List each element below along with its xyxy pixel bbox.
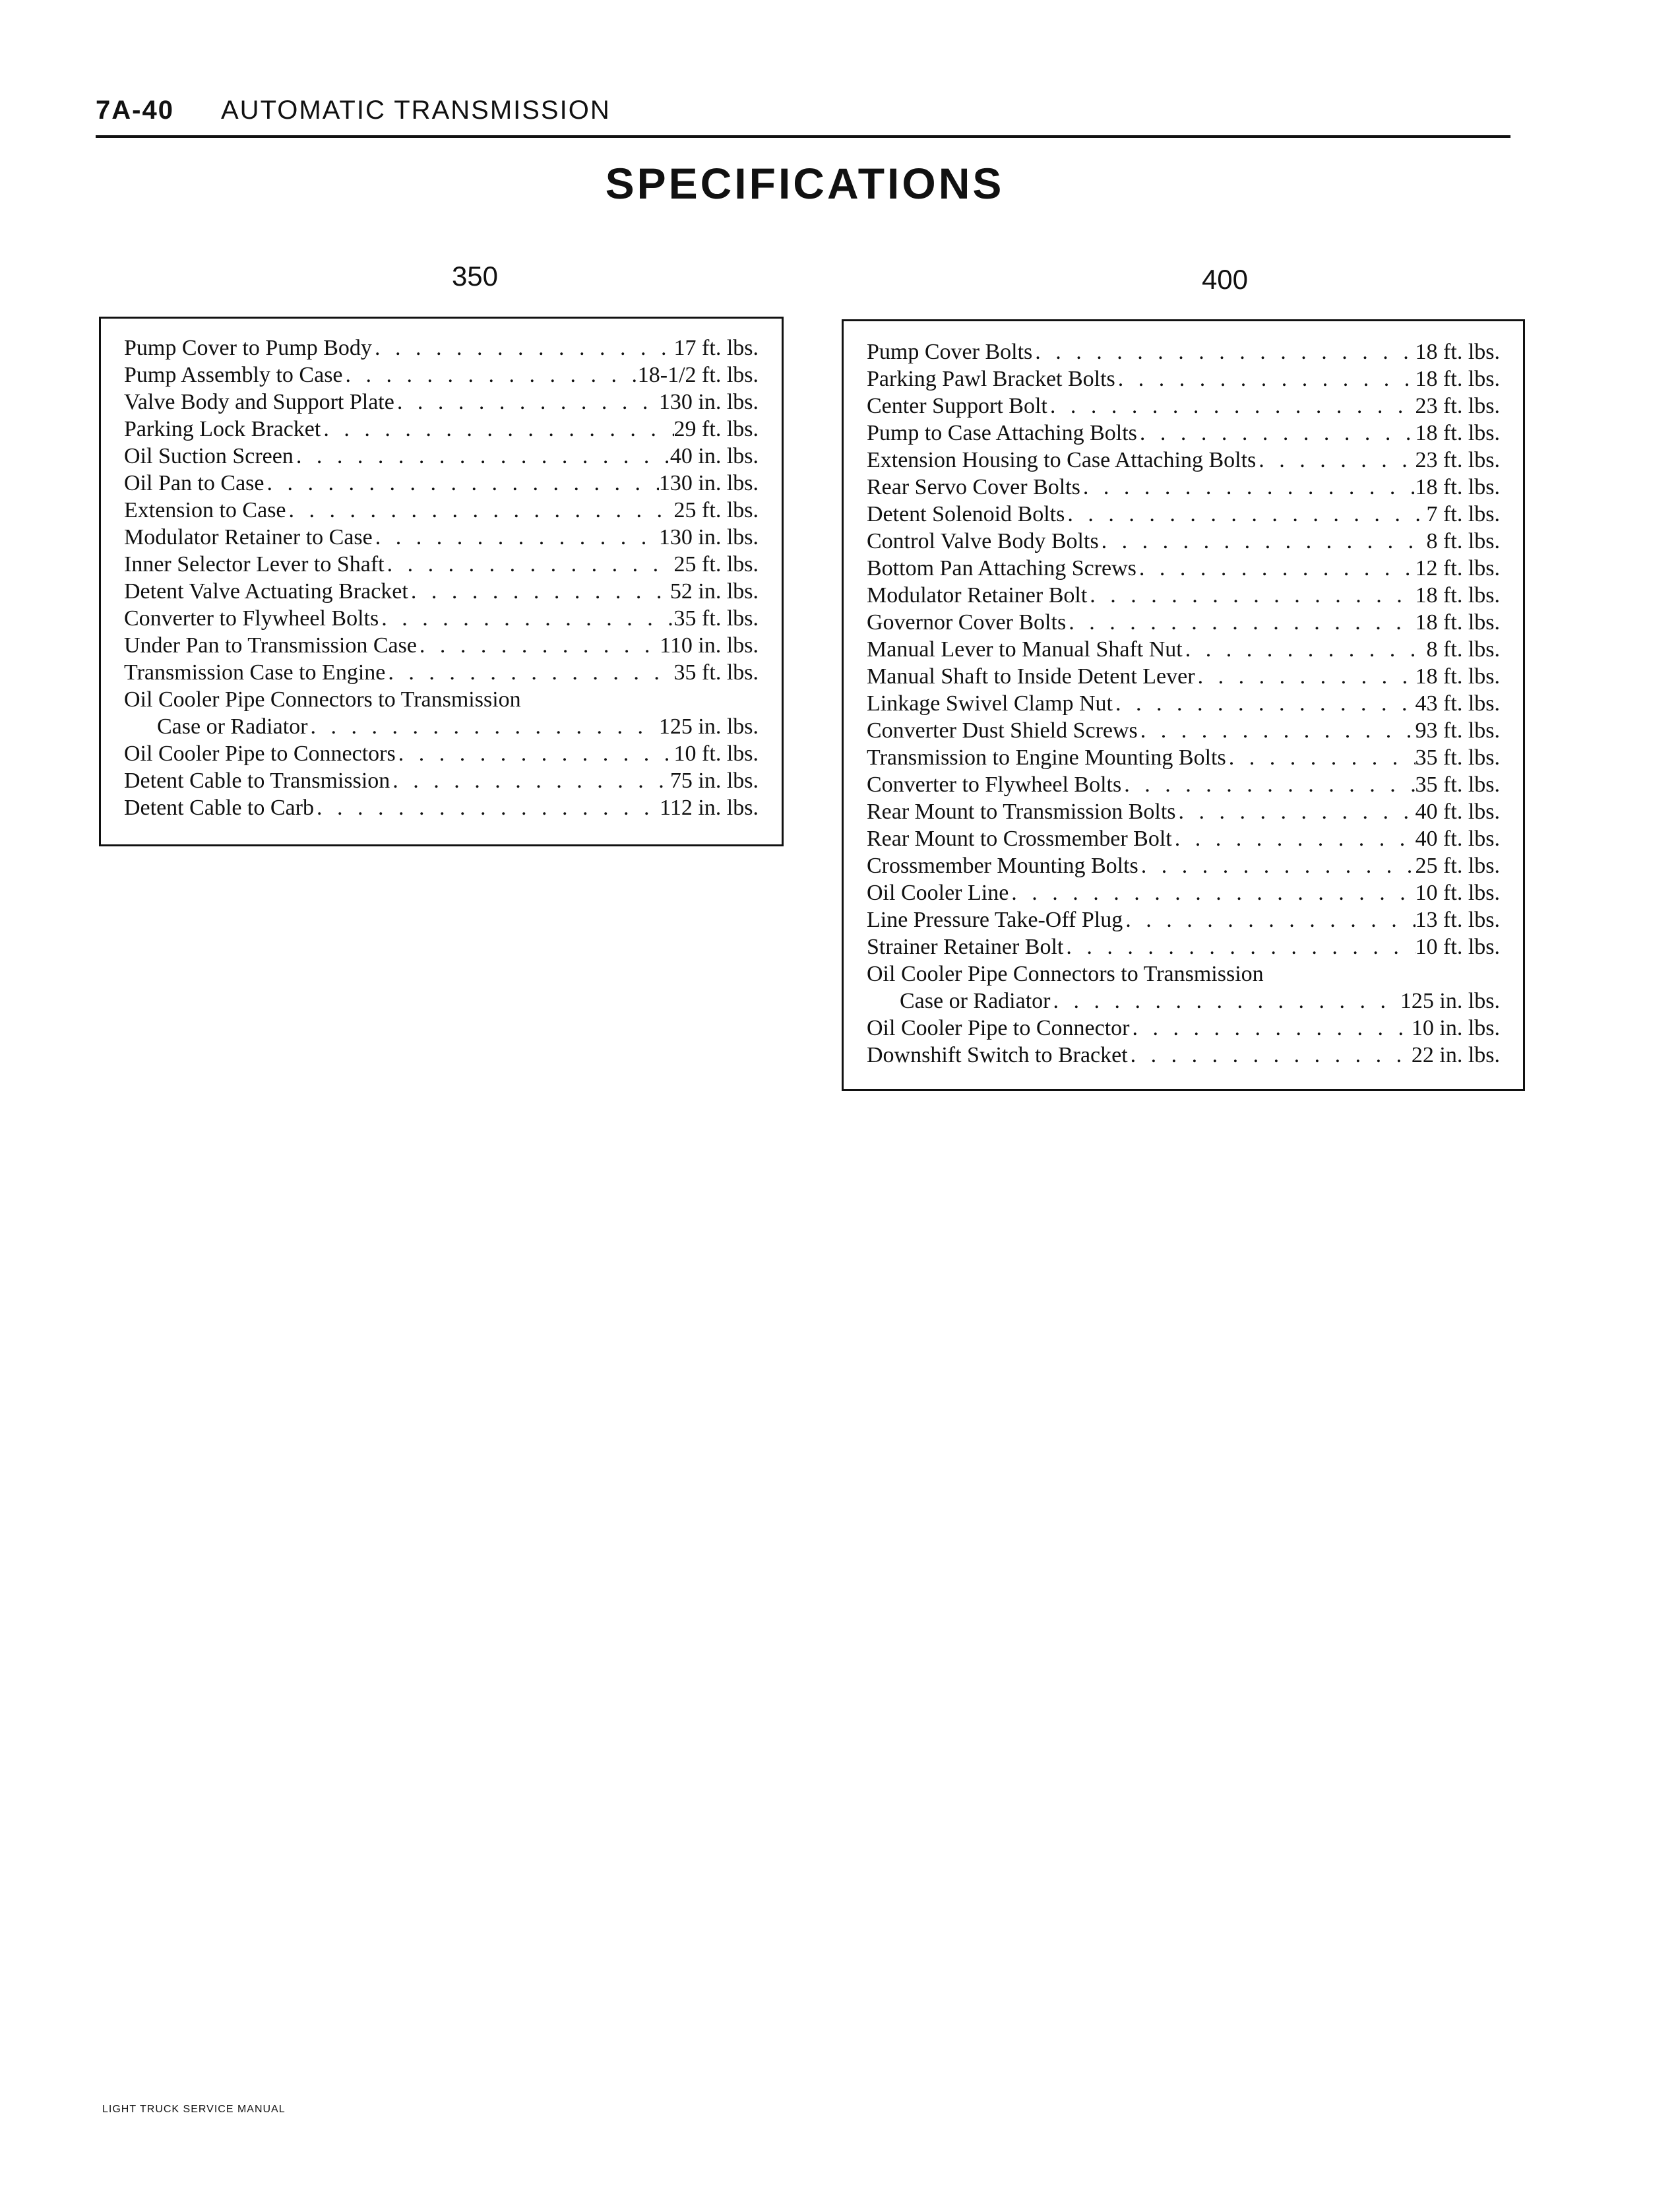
leader-dots [1063,933,1415,960]
column-heading-350: 350 [451,261,499,292]
leader-dots [417,632,660,659]
spec-name: Pump to Case Attaching Bolts [867,421,1137,445]
spec-name: Oil Cooler Line [867,881,1009,905]
spec-value: 8 ft. lbs. [1426,637,1500,662]
spec-row [124,551,759,578]
leader-dots [373,524,659,551]
spec-name: Modulator Retainer Bolt [867,583,1088,608]
spec-name: Inner Selector Lever to Shaft [124,552,385,577]
leader-dots [1136,555,1416,582]
spec-row [867,555,1500,582]
spec-row [867,690,1500,717]
spec-row [867,501,1500,528]
column-heading-400: 400 [1201,264,1249,295]
page-header [96,96,1510,138]
spec-value: 35 ft. lbs. [673,660,759,685]
leader-dots [1128,1042,1412,1069]
spec-value: 18 ft. lbs. [1415,340,1500,364]
spec-row [867,879,1500,906]
leader-dots [1080,474,1416,501]
spec-name: Converter to Flywheel Bolts [867,772,1122,797]
spec-row [124,470,759,497]
spec-name: Rear Servo Cover Bolts [867,475,1080,499]
spec-value: 12 ft. lbs. [1415,556,1500,581]
spec-value: 18 ft. lbs. [1415,610,1500,635]
leader-dots [396,740,674,767]
leader-dots [1099,528,1427,555]
spec-row [124,740,759,767]
spec-name: Pump Cover Bolts [867,340,1033,364]
spec-name: Oil Cooler Pipe Connectors to Transmission [124,687,521,712]
spec-row [124,713,759,740]
spec-row [867,1015,1500,1042]
leader-dots [1176,798,1416,825]
spec-row [124,443,759,470]
spec-row [867,393,1500,420]
leader-dots [1195,663,1416,690]
leader-dots [1087,582,1415,609]
spec-name: Center Support Bolt [867,394,1047,418]
spec-name: Parking Pawl Bracket Bolts [867,367,1115,391]
spec-name: Governor Cover Bolts [867,610,1067,635]
spec-row [867,338,1500,365]
spec-name: Bottom Pan Attaching Screws [867,556,1136,581]
spec-name: Line Pressure Take-Off Plug [867,908,1123,932]
spec-row [867,744,1500,771]
spec-row [124,389,759,416]
spec-name: Oil Cooler Pipe to Connectors [124,741,396,766]
spec-name: Downshift Switch to Bracket [867,1043,1128,1067]
page-title: SPECIFICATIONS [605,159,1005,208]
spec-value: 35 ft. lbs. [1415,745,1500,770]
spec-row [124,334,759,361]
spec-value: 40 in. lbs. [669,444,759,468]
spec-value: 10 in. lbs. [1411,1016,1500,1040]
spec-value: 40 ft. lbs. [1415,800,1500,824]
section-title: AUTOMATIC TRANSMISSION [221,96,611,125]
spec-value: 125 in. lbs. [1400,989,1500,1013]
spec-value: 130 in. lbs. [658,471,759,495]
spec-row [867,988,1500,1015]
spec-name: Detent Solenoid Bolts [867,502,1065,526]
spec-value: 10 ft. lbs. [1415,935,1500,959]
spec-name: Under Pan to Transmission Case [124,633,417,658]
leader-dots [1032,338,1415,365]
spec-row [867,960,1500,988]
spec-value: 25 ft. lbs. [673,498,759,522]
leader-dots [372,334,674,361]
spec-name: Converter to Flywheel Bolts [124,606,379,631]
page-number: 7A-40 [96,96,174,125]
spec-row [867,798,1500,825]
spec-name: Converter Dust Shield Screws [867,718,1138,743]
spec-value: 29 ft. lbs. [673,417,759,441]
leader-dots [385,551,674,578]
spec-name: Oil Pan to Case [124,471,264,495]
spec-row [867,717,1500,744]
spec-value: 35 ft. lbs. [1415,772,1500,797]
leader-dots [1138,717,1416,744]
spec-name: Detent Valve Actuating Bracket [124,579,408,604]
spec-row [867,528,1500,555]
spec-name: Detent Cable to Transmission [124,769,390,793]
spec-row [867,474,1500,501]
spec-value: 43 ft. lbs. [1415,691,1500,716]
spec-value: 130 in. lbs. [658,390,759,414]
spec-name: Rear Mount to Transmission Bolts [867,800,1176,824]
spec-row [867,365,1500,393]
spec-value: 18 ft. lbs. [1415,367,1500,391]
spec-name: Oil Cooler Pipe to Connector [867,1016,1130,1040]
spec-name: Detent Cable to Carb [124,796,314,820]
leader-dots [343,361,638,389]
leader-dots [1047,393,1416,420]
spec-row [867,420,1500,447]
leader-dots [385,659,673,686]
leader-dots [1066,609,1415,636]
spec-value: 22 in. lbs. [1411,1043,1500,1067]
spec-value: 18 ft. lbs. [1415,475,1500,499]
spec-name: Extension to Case [124,498,286,522]
spec-name: Parking Lock Bracket [124,417,321,441]
spec-value: 52 in. lbs. [669,579,759,604]
spec-value: 125 in. lbs. [658,714,759,739]
spec-row [867,582,1500,609]
spec-value: 130 in. lbs. [658,525,759,550]
spec-row [124,361,759,389]
spec-value: 25 ft. lbs. [673,552,759,577]
spec-value: 8 ft. lbs. [1426,529,1500,553]
spec-value: 25 ft. lbs. [1415,854,1500,878]
leader-dots [1065,501,1426,528]
spec-value: 93 ft. lbs. [1415,718,1500,743]
spec-name: Transmission Case to Engine [124,660,386,685]
spec-name: Extension Housing to Case Attaching Bolts [867,448,1257,472]
spec-row [124,497,759,524]
leader-dots [1138,852,1416,879]
spec-value: 40 ft. lbs. [1415,827,1500,851]
leader-dots [394,389,659,416]
spec-value: 17 ft. lbs. [673,336,759,360]
spec-row [124,524,759,551]
spec-value: 110 in. lbs. [660,633,759,658]
spec-row [124,416,759,443]
spec-name: Crossmember Mounting Bolts [867,854,1138,878]
leader-dots [308,713,659,740]
spec-value: 75 in. lbs. [669,769,759,793]
leader-dots [1226,744,1416,771]
spec-value: 7 ft. lbs. [1426,502,1500,526]
spec-row [867,933,1500,960]
spec-row [867,771,1500,798]
spec-name: Linkage Swivel Clamp Nut [867,691,1113,716]
spec-row [124,632,759,659]
spec-row [867,825,1500,852]
spec-name: Oil Cooler Pipe Connectors to Transmission [867,962,1264,986]
spec-row [124,686,759,713]
leader-dots [294,443,670,470]
spec-name: Case or Radiator [900,989,1051,1013]
spec-row [867,447,1500,474]
leader-dots [1051,988,1400,1015]
spec-table-350 [99,317,784,846]
leader-dots [286,497,674,524]
leader-dots [1121,771,1415,798]
spec-row [867,1042,1500,1069]
leader-dots [408,578,670,605]
spec-row [124,659,759,686]
leader-dots [379,605,673,632]
spec-name: Pump Cover to Pump Body [124,336,372,360]
leader-dots [1115,365,1416,393]
spec-row [867,663,1500,690]
spec-name: Manual Lever to Manual Shaft Nut [867,637,1183,662]
spec-value: 23 ft. lbs. [1415,448,1500,472]
spec-row [124,794,759,821]
leader-dots [1123,906,1415,933]
spec-value: 10 ft. lbs. [673,741,759,766]
leader-dots [1172,825,1416,852]
spec-name: Transmission to Engine Mounting Bolts [867,745,1226,770]
spec-row [867,906,1500,933]
leader-dots [321,416,673,443]
spec-row [124,578,759,605]
spec-name: Strainer Retainer Bolt [867,935,1064,959]
spec-row [867,636,1500,663]
spec-name: Control Valve Body Bolts [867,529,1099,553]
spec-name: Manual Shaft to Inside Detent Lever [867,664,1195,689]
spec-row [867,852,1500,879]
leader-dots [1113,690,1416,717]
spec-name: Valve Body and Support Plate [124,390,394,414]
leader-dots [264,470,658,497]
spec-name: Oil Suction Screen [124,444,294,468]
leader-dots [1009,879,1415,906]
leader-dots [390,767,670,794]
spec-value: 18 ft. lbs. [1415,664,1500,689]
leader-dots [1256,447,1415,474]
spec-name: Pump Assembly to Case [124,363,343,387]
spec-value: 35 ft. lbs. [673,606,759,631]
leader-dots [1137,420,1416,447]
spec-name: Modulator Retainer to Case [124,525,373,550]
footer-text: LIGHT TRUCK SERVICE MANUAL [102,2104,286,2115]
spec-row [867,609,1500,636]
spec-name: Rear Mount to Crossmember Bolt [867,827,1172,851]
spec-value: 23 ft. lbs. [1415,394,1500,418]
spec-value: 18 ft. lbs. [1415,583,1500,608]
spec-row [124,605,759,632]
spec-value: 18-1/2 ft. lbs. [637,363,759,387]
leader-dots [314,794,660,821]
spec-value: 13 ft. lbs. [1415,908,1500,932]
spec-row [124,767,759,794]
spec-value: 10 ft. lbs. [1415,881,1500,905]
spec-value: 18 ft. lbs. [1415,421,1500,445]
spec-table-400 [842,319,1525,1091]
leader-dots [1130,1015,1412,1042]
leader-dots [1183,636,1427,663]
spec-name: Case or Radiator [157,714,308,739]
spec-value: 112 in. lbs. [660,796,759,820]
